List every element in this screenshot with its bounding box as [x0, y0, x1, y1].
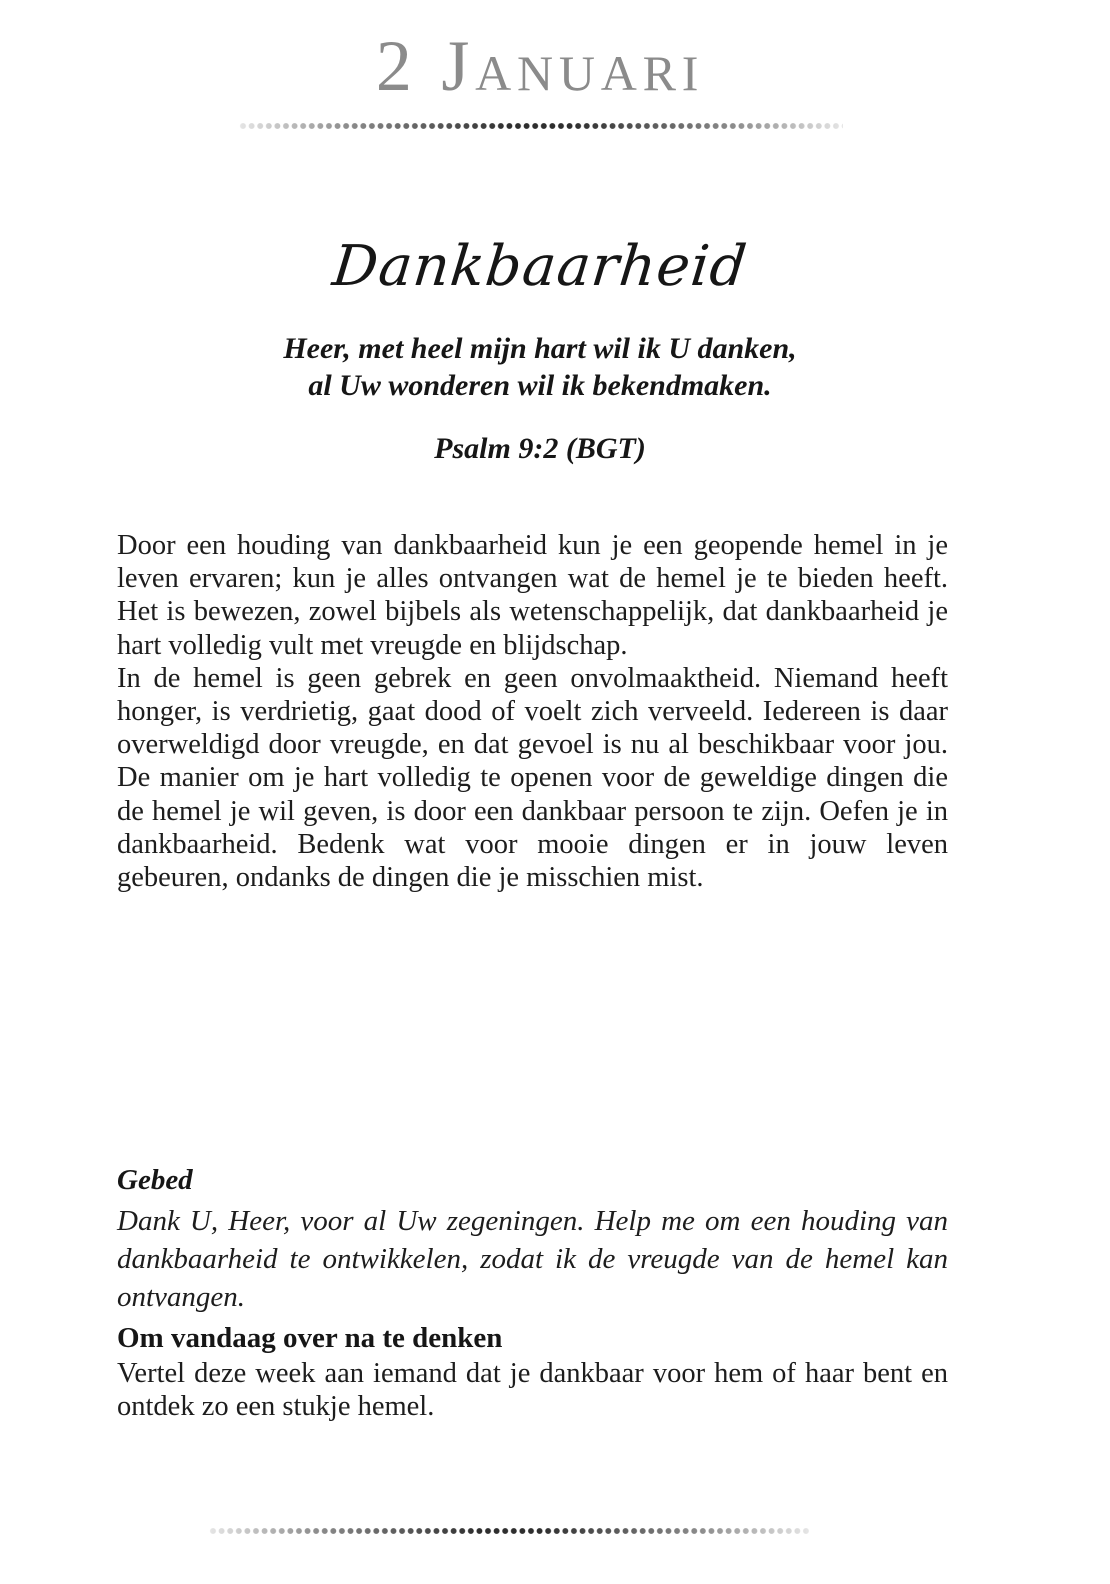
dotted-divider-bottom — [209, 1527, 809, 1535]
reflection-section — [117, 1320, 948, 1423]
devotion-title: Dankbaarheid — [329, 234, 751, 299]
reflection-heading: Om vandaag over na te denken — [117, 1322, 503, 1354]
prayer-text: Dank U, Heer, voor al Uw zegeningen. Help me om een houding van dankbaarheid te ontwikkelen, zodat ik de vreugde van de hemel kan ontvangen. — [117, 1205, 948, 1313]
page-title: 2 Januari — [375, 26, 705, 106]
bible-verse — [117, 330, 963, 404]
verse-reference: Psalm 9:2 (BGT) — [434, 432, 646, 465]
devotion-body — [117, 529, 948, 894]
prayer-heading: Gebed — [117, 1164, 193, 1196]
prayer-section — [117, 1162, 948, 1316]
verse-line-1: Heer, met heel mijn hart wil ik U danken, — [283, 332, 797, 365]
reflection-text: Vertel deze week aan iemand dat je dankbaar voor hem of haar bent en ontdek zo een stukje hemel. — [117, 1358, 948, 1423]
verse-line-2: al Uw wonderen wil ik bekendmaken. — [308, 369, 772, 402]
body-paragraph-1: Door een houding van dankbaarheid kun je een geopende hemel in je leven ervaren; kun je alles ontvangen wat de hemel je te bieden heeft. Het is bewezen, zowel bijbels als wetenschappelijk, dat dankbaarheid je hart volledig vult met vreugde en blijdschap. — [117, 530, 948, 661]
body-paragraph-2: In de hemel is geen gebrek en geen onvolmaaktheid. Niemand heeft honger, is verdrietig, gaat dood of voelt zich verveeld. Iedereen is daar overweldigd door vreugde, en dat gevoel is nu al beschikbaar voor jou. De manier om je hart volledig te openen voor de geweldige dingen die de hemel je wil geven, is door een dankbaar persoon te zijn. Oefen je in dankbaarheid. Bedenk wat voor mooie dingen er in jouw leven gebeuren, ondanks de dingen die je misschien mist. — [117, 662, 948, 894]
dotted-divider-top — [239, 122, 843, 130]
